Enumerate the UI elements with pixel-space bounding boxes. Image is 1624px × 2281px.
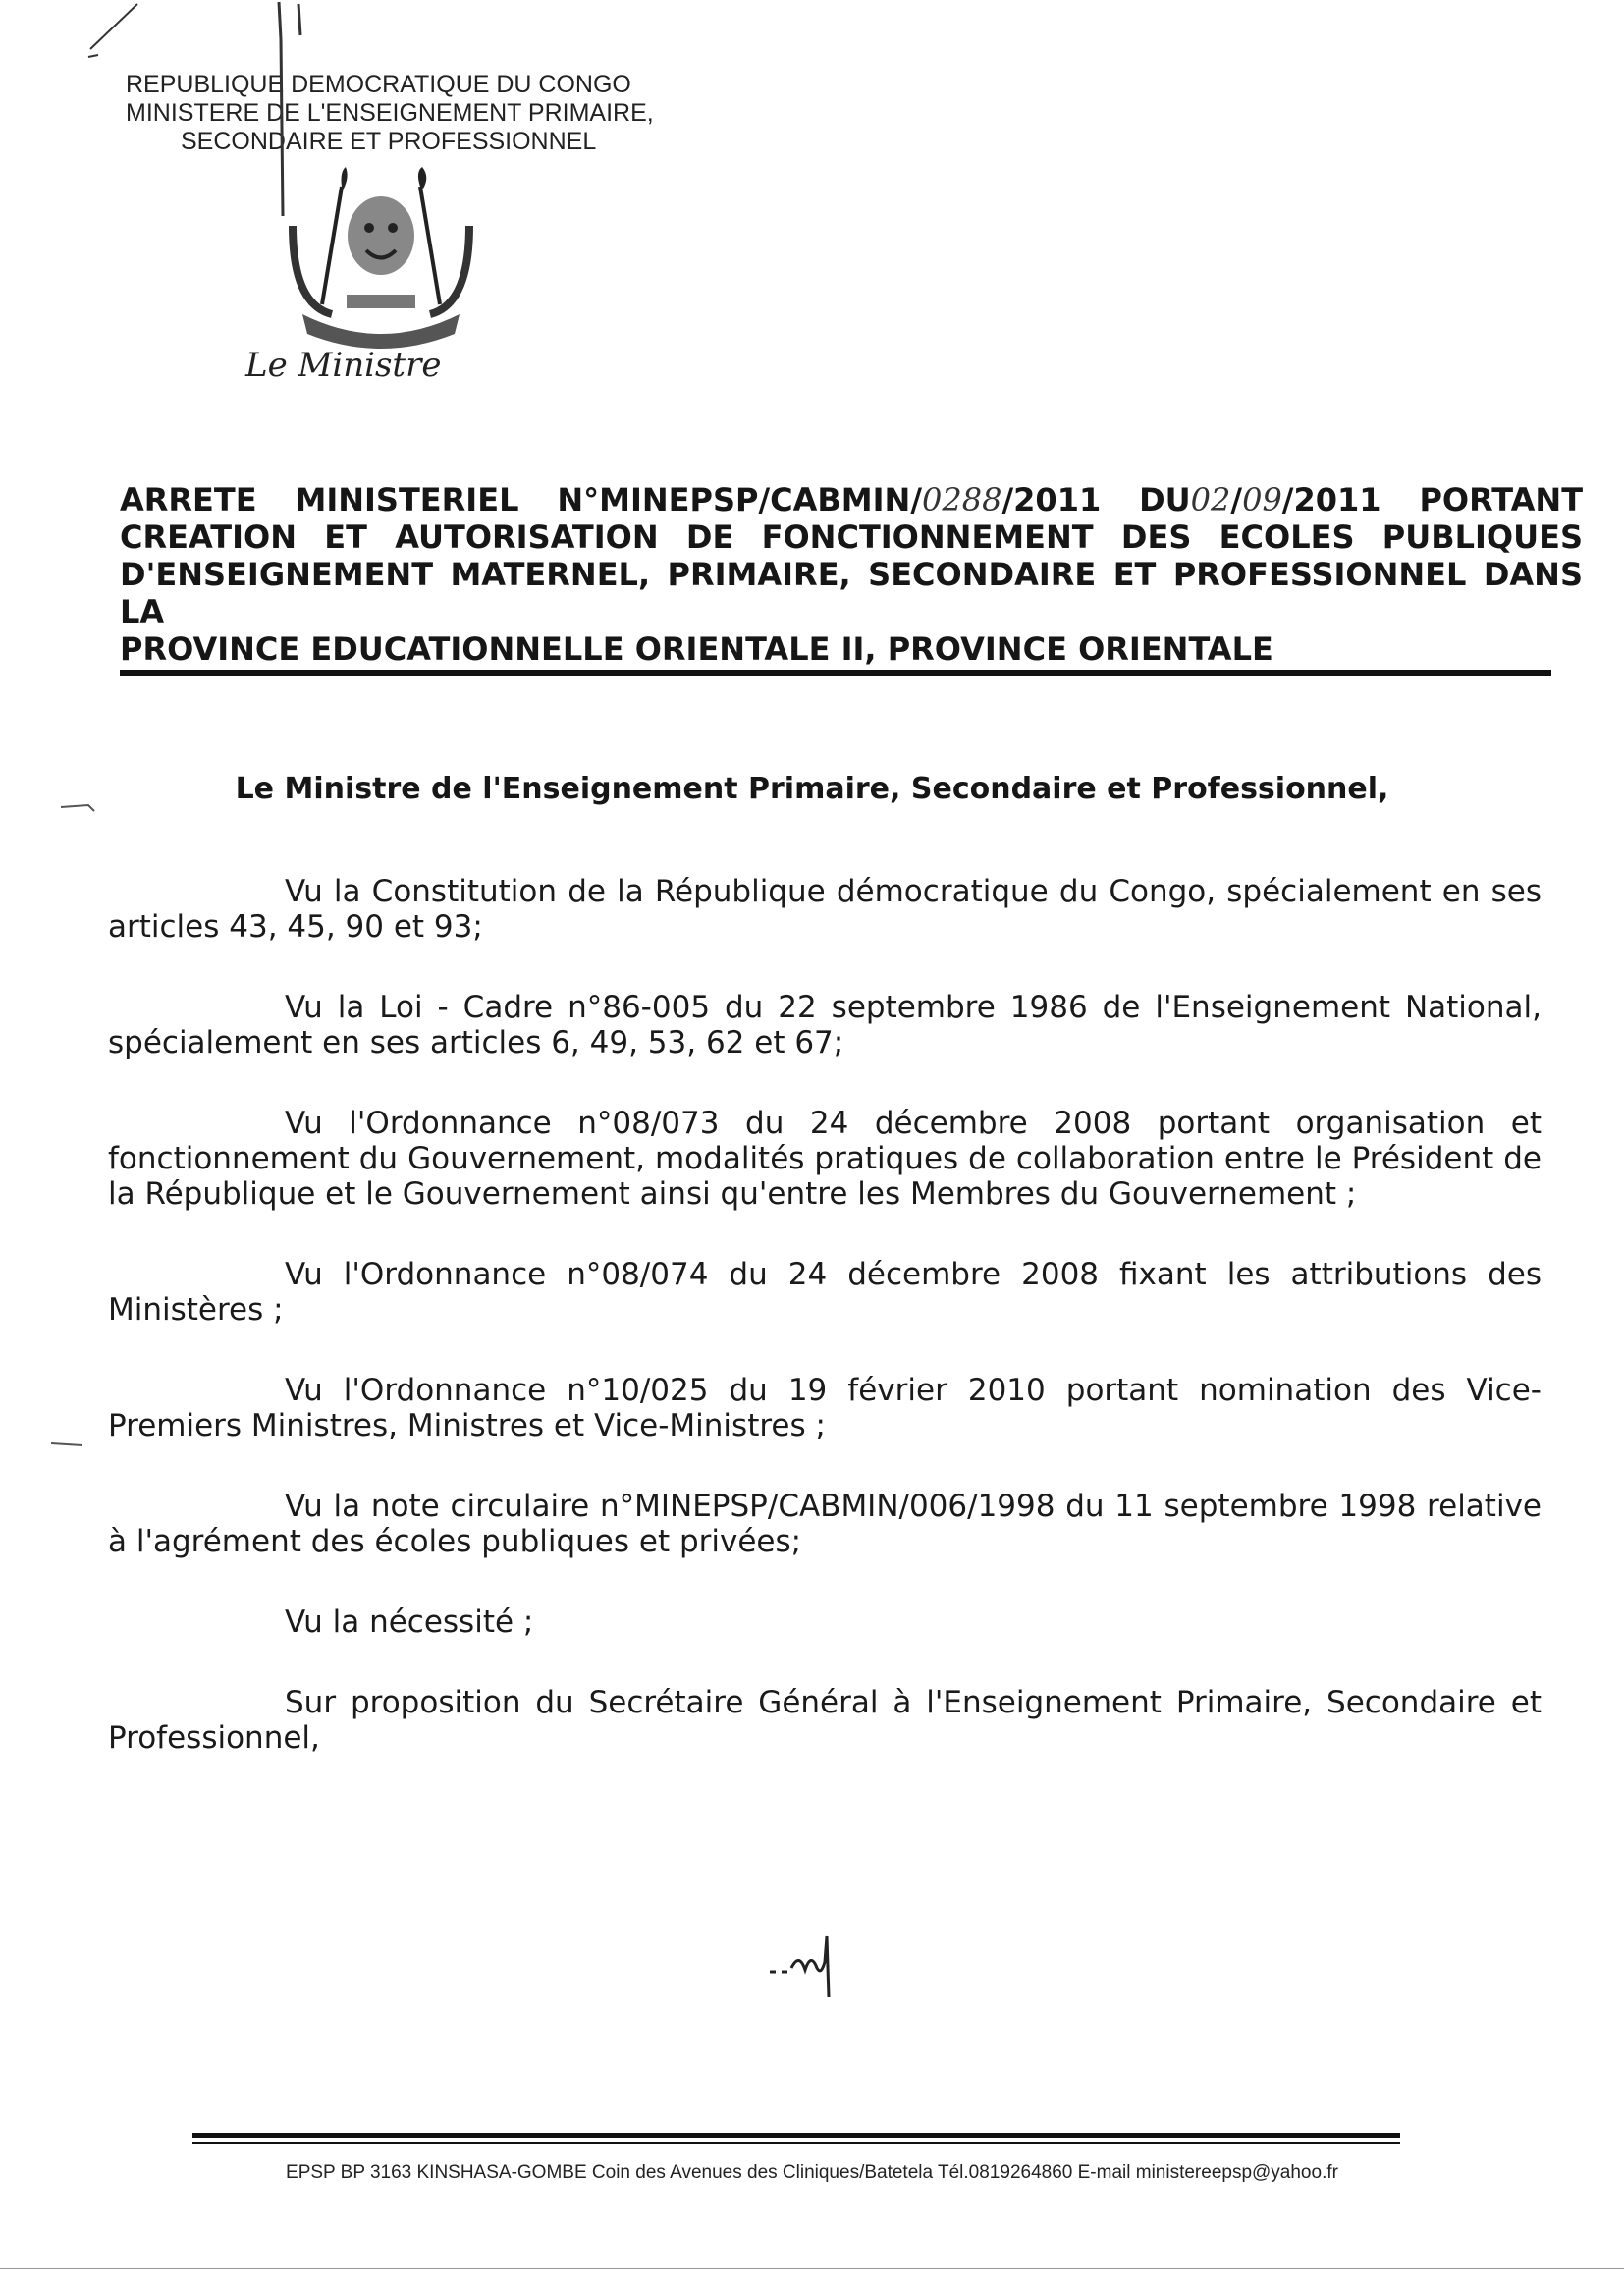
letterhead (126, 71, 676, 156)
minister-heading: Le Ministre de l'Enseignement Primaire, Secondaire et Professionnel, (235, 772, 1389, 806)
header-line-ministry: MINISTERE DE L'ENSEIGNEMENT PRIMAIRE, (126, 99, 654, 127)
margin-mark-icon (59, 797, 98, 817)
title-prefix: ARRETE MINISTERIEL N°MINEPSP/CABMIN/ (120, 481, 923, 518)
decree-day-handwritten: 02 (1190, 481, 1231, 518)
footer-divider-thin (192, 2142, 1400, 2144)
coat-of-arms-icon (263, 167, 499, 353)
header-line-ministry-cont: SECONDAIRE ET PROFESSIONNEL (181, 128, 597, 155)
title-last-line: PROVINCE EDUCATIONNELLE ORIENTALE II, PROVINCE ORIENTALE (120, 630, 1273, 668)
title-divider (120, 670, 1551, 676)
margin-mark-icon (49, 1436, 88, 1455)
footer-divider (192, 2133, 1400, 2138)
preamble-paragraph: Vu la note circulaire n°MINEPSP/CABMIN/006/1998 du 11 septembre 1998 relative à l'agrément des écoles publiques et privées; (108, 1489, 1542, 1559)
decree-number-handwritten: 0288 (922, 481, 1002, 518)
footer-address: EPSP BP 3163 KINSHASA-GOMBE Coin des Avenues des Cliniques/Batetela Tél.0819264860 E-mail ministereepsp@yahoo.fr (286, 2162, 1338, 2183)
preamble-paragraph: Sur proposition du Secrétaire Général à l'Enseignement Primaire, Secondaire et Professionnel, (108, 1685, 1542, 1756)
preamble-paragraph: Vu l'Ordonnance n°10/025 du 19 février 2010 portant nomination des Vice-Premiers Ministres, Ministres et Vice-Ministres ; (108, 1373, 1542, 1443)
page-edge-line (0, 2268, 1624, 2269)
header-line-republic: REPUBLIQUE DEMOCRATIQUE DU CONGO (126, 71, 631, 98)
preamble-paragraph: Vu la Loi - Cadre n°86-005 du 22 septembre 1986 de l'Enseignement National, spécialement en ses articles 6, 49, 53, 62 et 67; (108, 990, 1542, 1060)
title-mid1: /2011 DU (1001, 481, 1191, 518)
title-mid2: /2011 PORTANT CREATION ET AUTORISATION DE FONCTIONNEMENT DES ECOLES PUBLIQUES D'ENSEIGNEMENT MATERNEL, PRIMAIRE, SECONDAIRE ET PROFESSIONNEL DANS LA (120, 481, 1584, 630)
decree-month-handwritten: 09 (1242, 481, 1282, 518)
preamble-paragraph: Vu l'Ordonnance n°08/073 du 24 décembre 2008 portant organisation et fonctionnement du Gouvernement, modalités pratiques de collaboration entre le Président de la République et le Gouvernement ainsi qu'entre les Membres du Gouvernement ; (108, 1106, 1542, 1212)
preamble-paragraph: Vu l'Ordonnance n°08/074 du 24 décembre 2008 fixant les attributions des Ministères ; (108, 1257, 1542, 1328)
title-sep: / (1230, 481, 1243, 518)
minister-label: Le Ministre (245, 346, 442, 385)
preamble-paragraph: Vu la Constitution de la République démocratique du Congo, spécialement en ses articles 43, 45, 90 et 93; (108, 874, 1542, 945)
preamble (108, 874, 1542, 1801)
initials-signature-icon (766, 1932, 854, 2001)
preamble-paragraph: Vu la nécessité ; (285, 1604, 534, 1640)
margin-stroke-icon (39, 0, 147, 69)
decree-title (120, 481, 1583, 668)
